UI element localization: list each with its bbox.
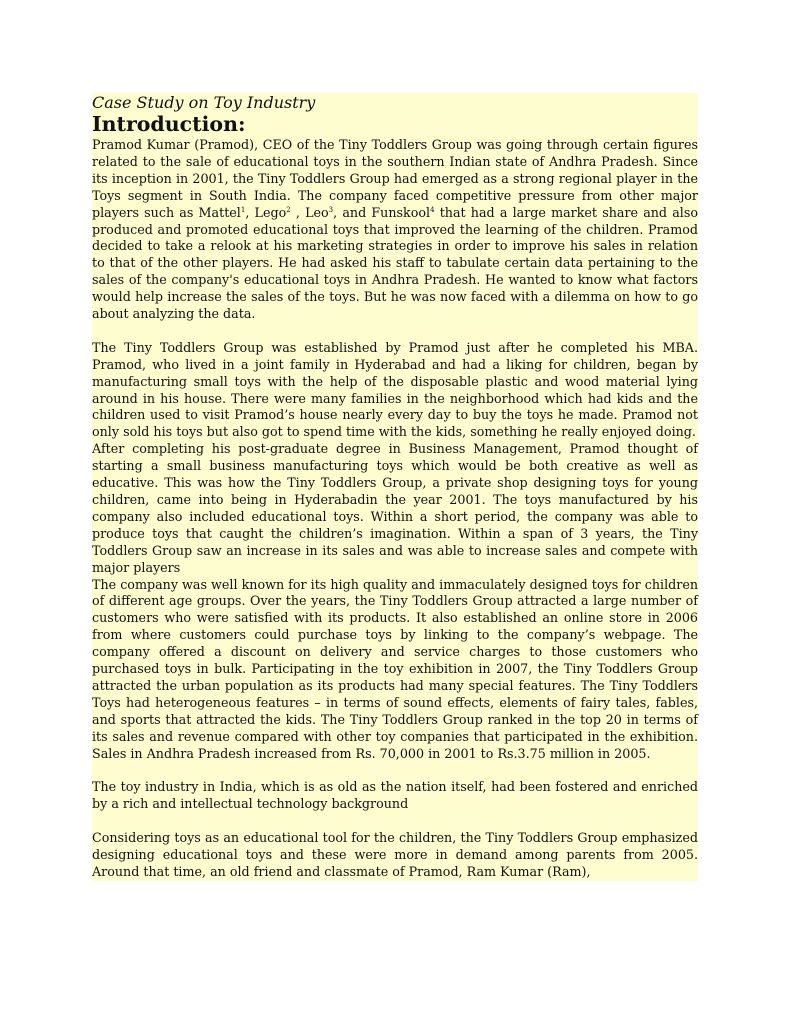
footnote-marker: 4 (430, 205, 435, 214)
intro-paragraph (92, 137, 698, 323)
document-body (92, 93, 698, 881)
footnote-marker: 2 (286, 205, 291, 214)
paragraph-spacer (92, 323, 698, 340)
document-subtitle: Case Study on Toy Industry (92, 93, 316, 112)
paragraph-spacer (92, 813, 698, 830)
footnote-marker: 3 (328, 205, 334, 214)
intro-text-3: , Leo (290, 204, 329, 220)
footnote-marker: 1 (240, 205, 246, 214)
intro-text-2: , Lego (245, 204, 287, 220)
body-paragraph: The toy industry in India, which is as old as the nation itself, had been fostered and enriched by a rich and intellectual technology background (92, 779, 698, 812)
body-paragraph: The company was well known for its high quality and immaculately designed toys for children of different age groups. Over the years, the Tiny Toddlers Group attracted a large number of customers who were satisfied with its products. It also established an online store in 2006 from where customers could purchase toys by linking to the company’s webpage. The company offered a discount on delivery and service charges to those customers who purchased toys in bulk. Participating in the toy exhibition in 2007, the Tiny Toddlers Group attracted the urban population as its products had many special features. The Tiny Toddlers Toys had heterogeneous features – in terms of sound effects, elements of fairy tales, fables, and sports that attracted the kids. The Tiny Toddlers Group ranked in the top 20 in terms of its sales and revenue compared with other toy companies that participated in the exhibition. Sales in Andhra Pradesh increased from Rs. 70,000 in 2001 to Rs.3.75 million in 2005. (92, 576, 698, 761)
body-paragraph: Considering toys as an educational tool for the children, the Tiny Toddlers Group emphasized designing educational toys and these were more in demand among parents from 2005. Around that time, an old friend and classmate of Pramod, Ram Kumar (Ram), (92, 830, 698, 879)
section-heading: Introduction: (92, 112, 246, 136)
body-paragraph: The Tiny Toddlers Group was established by Pramod just after he completed his MBA. Pramod, who lived in a joint family in Hyderabad and had a liking for children, began by manufacturing small toys with the help of the disposable plastic and wood material lying around in his house. There were many families in the neighborhood which had kids and the children used to visit Pramod’s house nearly every day to buy the toys he made. Pramod not only sold his toys but also got to spend time with the kids, something he really enjoyed doing. (92, 339, 698, 440)
intro-text-5: that had a large market share and also produced and promoted educational toys that improved the learning of the children. Pramod decided to take a relook at his marketing strategies in order to improve his sales in relation to that of the other players. He had asked his staff to tabulate certain data pertaining to the sales of the company's educational toys in Andhra Pradesh. He wanted to know what factors would help increase the sales of the toys. But he was now faced with a dilemma on how to go about analyzing the data. (92, 204, 698, 322)
paragraph-spacer (92, 763, 698, 780)
intro-text-1: Pramod Kumar (Pramod), CEO of the Tiny Toddlers Group was going through certain figures related to the sale of educational toys in the southern Indian state of Andhra Pradesh. Since its inception in 2001, the Tiny Toddlers Group had emerged as a strong regional player in the Toys segment in South India. The company faced competitive pressure from other major players such as Mattel (92, 137, 698, 220)
intro-text-4: , and Funskool (333, 204, 431, 220)
body-paragraph: After completing his post-graduate degree in Business Management, Pramod thought of starting a small business manufacturing toys which would be both creative as well as educative. This was how the Tiny Toddlers Group, a private shop designing toys for young children, came into being in Hyderabadin the year 2001. The toys manufactured by his company also included educational toys. Within a short period, the company was able to produce toys that caught the children’s imagination. Within a span of 3 years, the Tiny Toddlers Group saw an increase in its sales and was able to increase sales and compete with major players (92, 441, 698, 575)
